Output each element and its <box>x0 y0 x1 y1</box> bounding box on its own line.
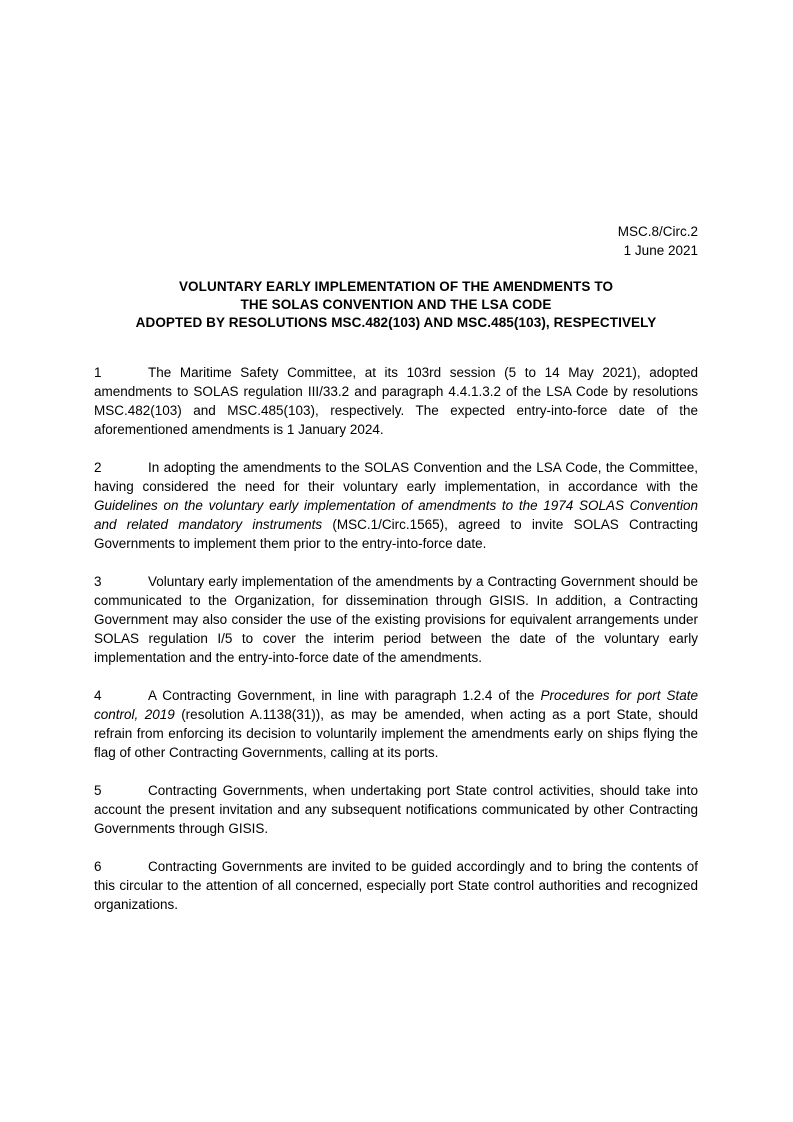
paragraph-text-cont: (resolution A.1138(31)), as may be amended, when acting as a port State, should refrain from enforcing its decision to voluntarily implement the amendments early on ships flying the flag of other Contracting Governments, calling at its ports. <box>94 707 698 760</box>
paragraph-text: Voluntary early implementation of the amendments by a Contracting Government should be communicated to the Organization, for dissemination through GISIS. In addition, a Contracting Government may also consider the use of the existing provisions for equivalent arrangements under SOLAS regulation I/5 to cover the interim period between the date of the voluntary early implementation and the entry-into-force date of the amendments. <box>94 574 698 665</box>
document-date: 1 June 2021 <box>623 243 698 258</box>
title-line-3: ADOPTED BY RESOLUTIONS MSC.482(103) AND MSC.485(103), RESPECTIVELY <box>135 315 657 330</box>
paragraph-6 <box>94 857 698 914</box>
paragraph-italic-title: Procedures for port State control, 2019 <box>94 688 699 722</box>
paragraph-text: In adopting the amendments to the SOLAS Convention and the LSA Code, the Committee, having considered the need for their voluntary early implementation, in accordance with the <box>94 460 698 494</box>
paragraph-italic-title: Guidelines on the voluntary early implementation of amendments to the 1974 SOLAS Convention and related mandatory instruments <box>94 498 698 532</box>
paragraph-2 <box>94 458 698 553</box>
paragraph-text: A Contracting Government, in line with paragraph 1.2.4 of the <box>148 688 541 703</box>
paragraph-number: 5 <box>94 783 102 798</box>
paragraph-5 <box>94 781 698 838</box>
document-title <box>94 278 698 332</box>
paragraph-number: 1 <box>94 365 102 380</box>
paragraph-3 <box>94 572 698 667</box>
paragraph-text-cont: (MSC.1/Circ.1565), agreed to invite SOLAS Contracting Governments to implement them prior to the entry-into-force date. <box>94 517 698 551</box>
paragraph-1 <box>94 363 698 439</box>
document-symbol: MSC.8/Circ.2 <box>617 224 698 239</box>
paragraph-text: Contracting Governments, when undertaking port State control activities, should take into account the present invitation and any subsequent notifications communicated by other Contracting Governments through GISIS. <box>94 783 698 836</box>
paragraph-4 <box>94 686 698 762</box>
paragraph-number: 3 <box>94 574 102 589</box>
document-body <box>94 363 698 914</box>
paragraph-text: The Maritime Safety Committee, at its 103rd session (5 to 14 May 2021), adopted amendments to SOLAS regulation III/33.2 and paragraph 4.4.1.3.2 of the LSA Code by resolutions MSC.482(103) and MSC.485(103), respectively. The expected entry-into-force date of the aforementioned amendments is 1 January 2024. <box>94 365 698 437</box>
paragraph-text: Contracting Governments are invited to be guided accordingly and to bring the contents of this circular to the attention of all concerned, especially port State control authorities and recognized organizations. <box>94 859 698 912</box>
paragraph-number: 6 <box>94 859 102 874</box>
title-line-2: THE SOLAS CONVENTION AND THE LSA CODE <box>240 297 552 312</box>
document-reference-header <box>94 222 698 260</box>
title-line-1: VOLUNTARY EARLY IMPLEMENTATION OF THE AMENDMENTS TO <box>178 279 614 294</box>
paragraph-number: 2 <box>94 460 102 475</box>
paragraph-number: 4 <box>94 688 102 703</box>
